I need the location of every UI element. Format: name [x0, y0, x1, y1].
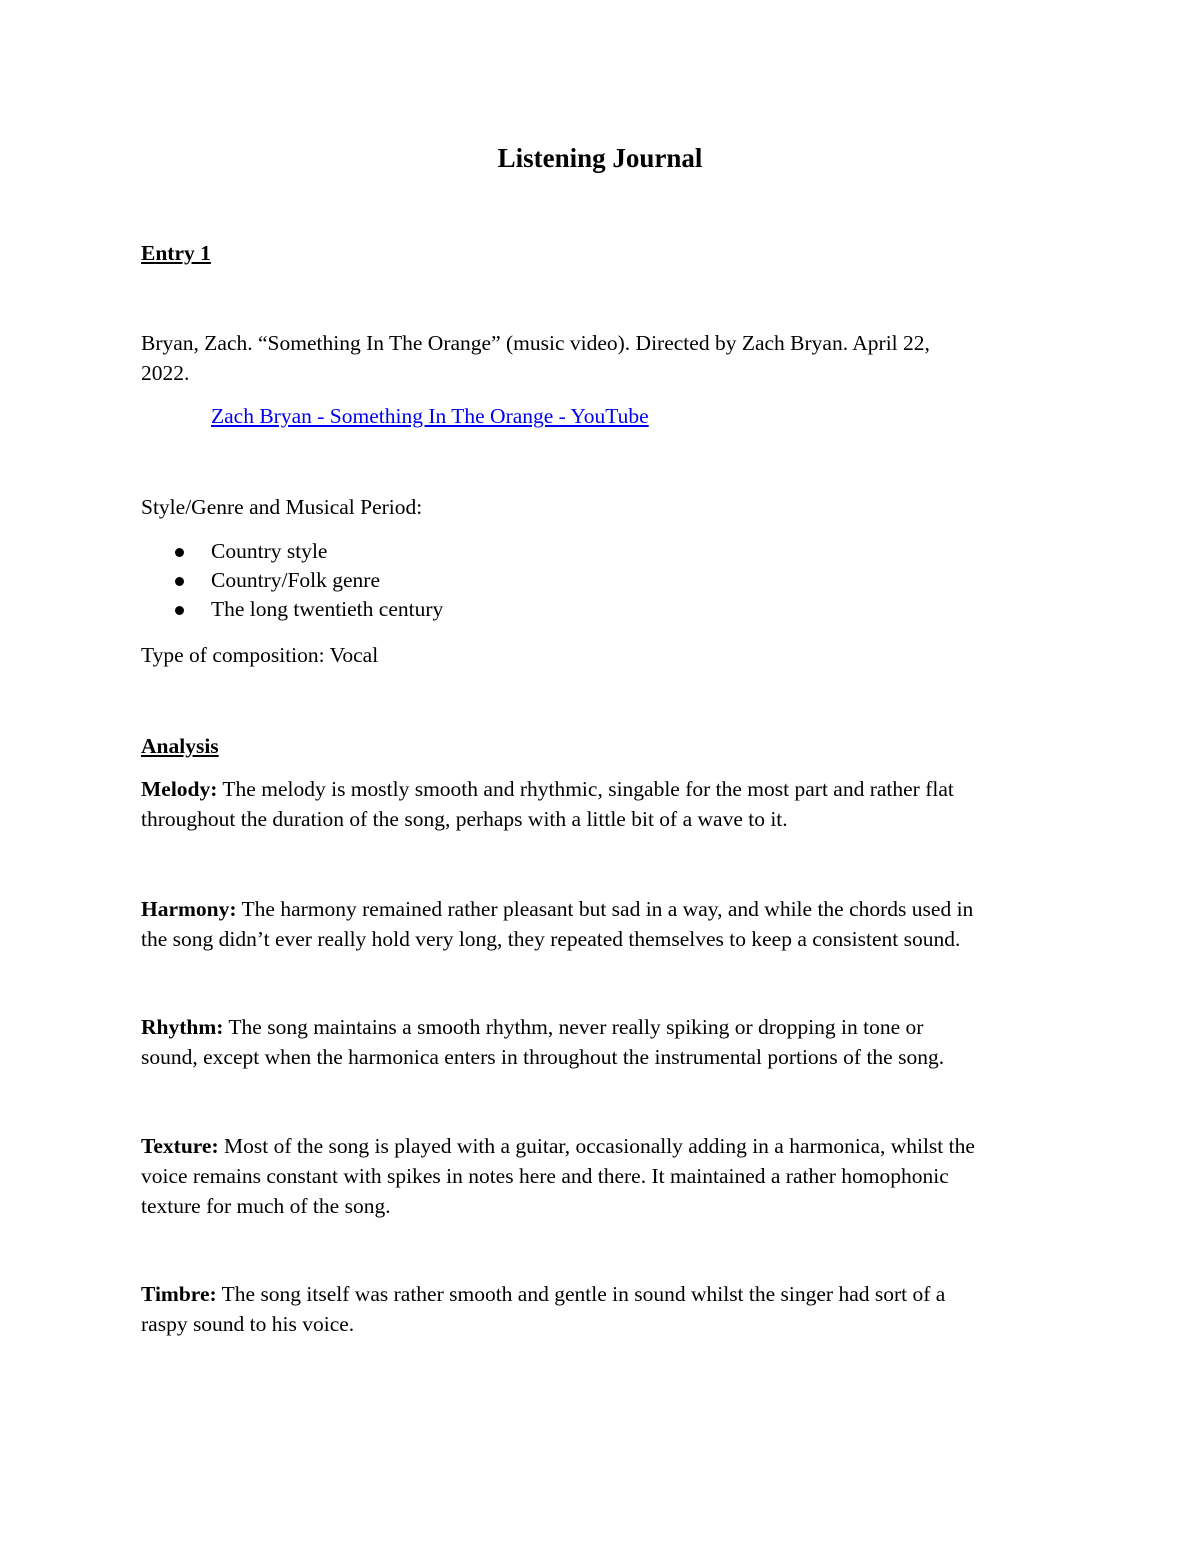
analysis-text: The song itself was rather smooth and gentle in sound whilst the singer had sort of a [216, 1282, 946, 1306]
entry-heading-text: Entry 1 [141, 241, 211, 265]
analysis-label: Rhythm: [141, 1015, 224, 1039]
analysis-harmony [141, 894, 1061, 954]
analysis-text: The harmony remained rather pleasant but sad in a way, and while the chords used in [236, 897, 974, 921]
analysis-text: Most of the song is played with a guitar, occasionally adding in a harmonica, whilst the [218, 1134, 975, 1158]
analysis-line-3: texture for much of the song. [141, 1194, 391, 1218]
analysis-text: The song maintains a smooth rhythm, never really spiking or dropping in tone or [223, 1015, 924, 1039]
citation-line-1: Bryan, Zach. “Something In The Orange” (music video). Directed by Zach Bryan. April 22, [141, 331, 930, 355]
bullet-icon [175, 577, 184, 586]
list-item-text: Country style [211, 539, 328, 563]
analysis-texture [141, 1131, 1061, 1221]
analysis-label: Texture: [141, 1134, 219, 1158]
page-title: Listening Journal [497, 143, 703, 173]
list-item-text: Country/Folk genre [211, 568, 380, 592]
citation-line-2: 2022. [141, 361, 190, 385]
analysis-label: Harmony: [141, 897, 237, 921]
analysis-rhythm [141, 1012, 1061, 1072]
analysis-line-1 [141, 1279, 1061, 1309]
analysis-line-1 [141, 1131, 1061, 1161]
analysis-line-1 [141, 894, 1061, 924]
list-item-text: The long twentieth century [211, 597, 444, 621]
style-genre-list [141, 537, 1061, 624]
youtube-link[interactable]: Zach Bryan - Something In The Orange - YouTube [211, 404, 649, 428]
analysis-line-2: throughout the duration of the song, perhaps with a little bit of a wave to it. [141, 807, 788, 831]
list-item [141, 537, 1061, 566]
analysis-heading-text: Analysis [141, 734, 219, 758]
composition-type: Type of composition: Vocal [141, 643, 379, 667]
list-item [141, 595, 1061, 624]
entry-heading [141, 238, 1061, 268]
analysis-line-1 [141, 1012, 1061, 1042]
analysis-heading [141, 731, 1061, 761]
analysis-text: The melody is mostly smooth and rhythmic, singable for the most part and rather flat [217, 777, 954, 801]
analysis-label: Timbre: [141, 1282, 217, 1306]
analysis-line-2: sound, except when the harmonica enters in throughout the instrumental portions of the song. [141, 1045, 945, 1069]
analysis-line-2: the song didn’t ever really hold very long, they repeated themselves to keep a consistent sound. [141, 927, 961, 951]
bullet-icon [175, 548, 184, 557]
analysis-melody [141, 774, 1061, 834]
analysis-line-2: raspy sound to his voice. [141, 1312, 355, 1336]
analysis-line-1 [141, 774, 1061, 804]
style-genre-label: Style/Genre and Musical Period: [141, 495, 423, 519]
analysis-label: Melody: [141, 777, 218, 801]
analysis-line-2: voice remains constant with spikes in notes here and there. It maintained a rather homophonic [141, 1164, 949, 1188]
bullet-icon [175, 606, 184, 615]
analysis-timbre [141, 1279, 1061, 1339]
video-link-row [211, 401, 1131, 431]
citation [141, 328, 1061, 388]
list-item [141, 566, 1061, 595]
